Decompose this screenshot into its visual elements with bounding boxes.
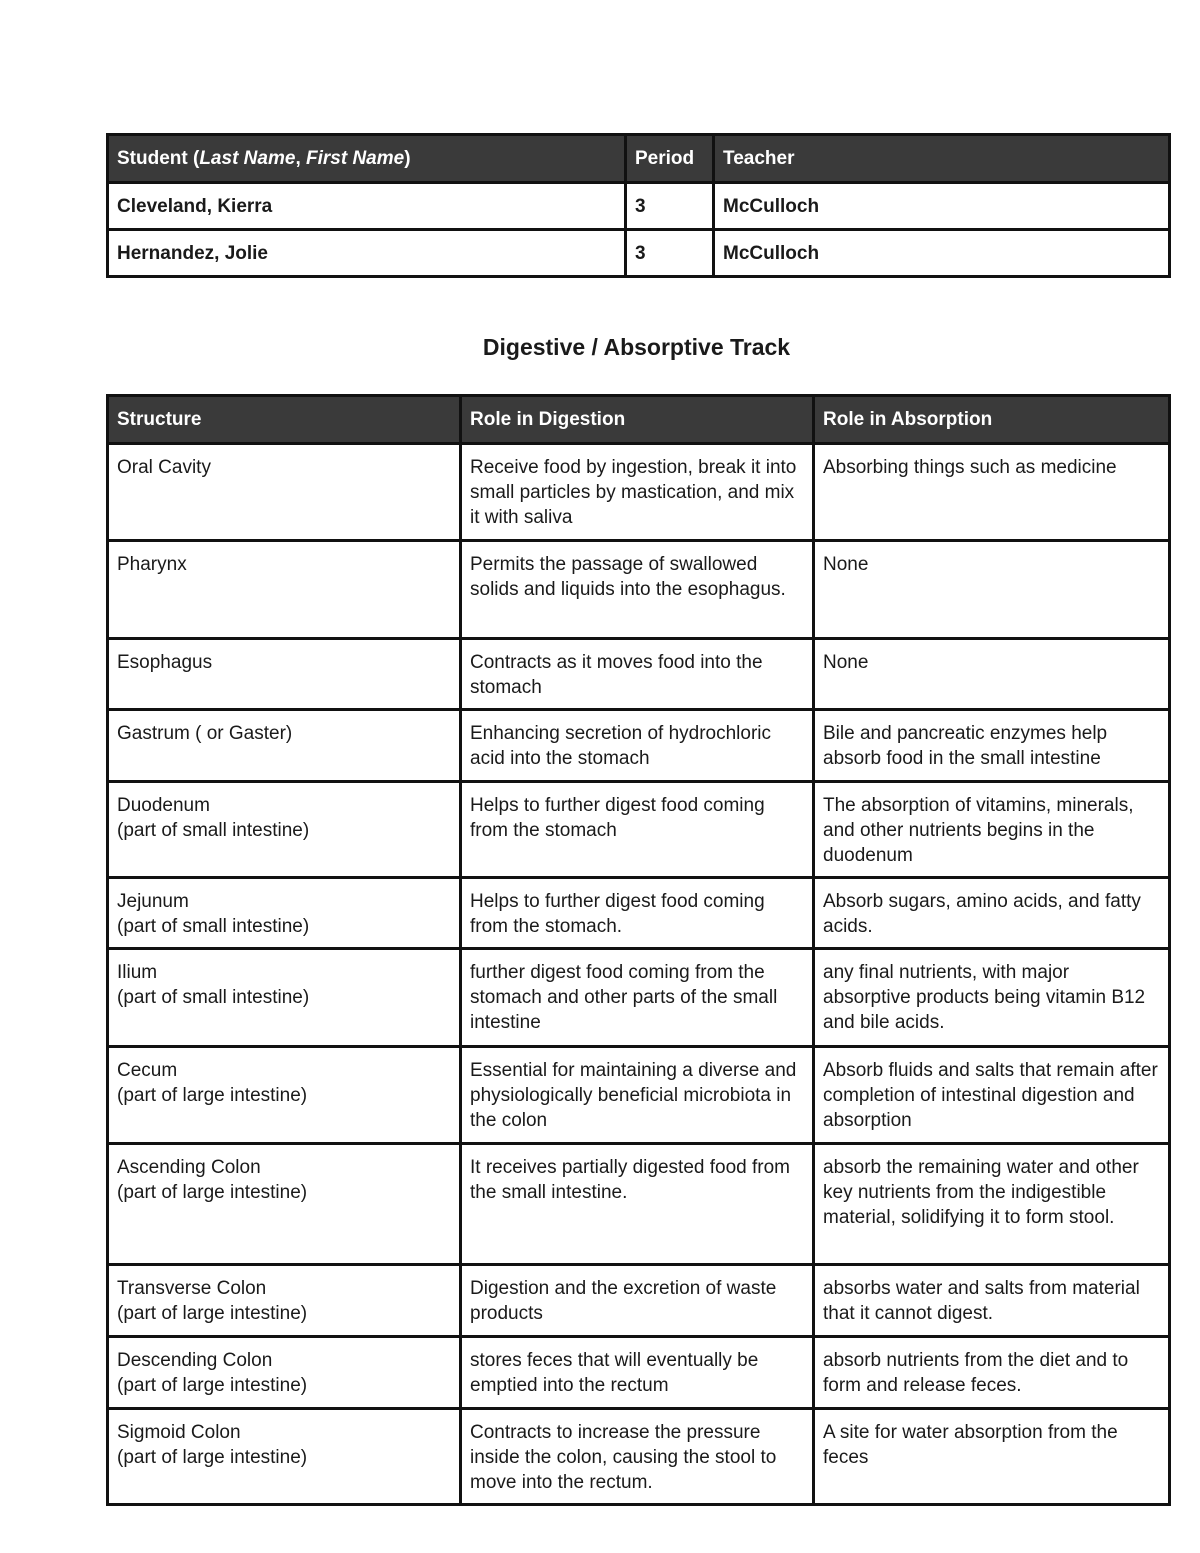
student-period: 3 (626, 183, 714, 230)
absorption-cell: absorb the remaining water and other key nutrients from the indigestible material, solidifying it to form stool. (814, 1144, 1170, 1265)
student-name: Cleveland, Kierra (108, 183, 626, 230)
digestion-cell: Helps to further digest food coming from the stomach. (461, 878, 814, 949)
structure-cell: Pharynx (108, 541, 461, 639)
structure-cell: Esophagus (108, 639, 461, 710)
track-row (108, 639, 1170, 710)
digestion-cell: Contracts as it moves food into the stomach (461, 639, 814, 710)
structure-cell: Cecum (part of large intestine) (108, 1047, 461, 1144)
student-table-header-row (108, 135, 1170, 183)
track-row (108, 782, 1170, 878)
absorption-cell: None (814, 639, 1170, 710)
absorption-cell: A site for water absorption from the feces (814, 1409, 1170, 1505)
digestion-column-header: Role in Digestion (461, 396, 814, 444)
student-teacher: McCulloch (714, 183, 1170, 230)
digestive-track-table (106, 394, 1171, 1506)
track-row (108, 1047, 1170, 1144)
absorption-cell: any final nutrients, with major absorptive products being vitamin B12 and bile acids. (814, 949, 1170, 1047)
absorption-cell: absorbs water and salts from material that it cannot digest. (814, 1265, 1170, 1337)
digestion-cell: stores feces that will eventually be emptied into the rectum (461, 1337, 814, 1409)
track-row (108, 1337, 1170, 1409)
student-header-comma: , (295, 148, 306, 169)
track-row (108, 1144, 1170, 1265)
student-period: 3 (626, 230, 714, 277)
digestion-cell: Enhancing secretion of hydrochloric acid into the stomach (461, 710, 814, 782)
period-column-header: Period (626, 135, 714, 183)
last-name-label: Last Name (199, 148, 296, 169)
track-row (108, 1409, 1170, 1505)
absorption-cell: None (814, 541, 1170, 639)
structure-cell: Oral Cavity (108, 444, 461, 541)
track-row (108, 949, 1170, 1047)
structure-column-header: Structure (108, 396, 461, 444)
student-teacher: McCulloch (714, 230, 1170, 277)
absorption-cell: absorb nutrients from the diet and to form and release feces. (814, 1337, 1170, 1409)
student-header-suffix: ) (404, 148, 411, 169)
student-column-header (108, 135, 626, 183)
structure-cell: Gastrum ( or Gaster) (108, 710, 461, 782)
structure-cell: Descending Colon (part of large intestine) (108, 1337, 461, 1409)
student-name: Hernandez, Jolie (108, 230, 626, 277)
structure-cell: Sigmoid Colon (part of large intestine) (108, 1409, 461, 1505)
page-title: Digestive / Absorptive Track (482, 334, 791, 360)
absorption-column-header: Role in Absorption (814, 396, 1170, 444)
track-row (108, 710, 1170, 782)
digestion-cell: further digest food coming from the stomach and other parts of the small intestine (461, 949, 814, 1047)
track-table-header-row (108, 396, 1170, 444)
structure-cell: Duodenum (part of small intestine) (108, 782, 461, 878)
track-row (108, 1265, 1170, 1337)
structure-cell: Jejunum (part of small intestine) (108, 878, 461, 949)
first-name-label: First Name (306, 148, 405, 169)
absorption-cell: Bile and pancreatic enzymes help absorb food in the small intestine (814, 710, 1170, 782)
absorption-cell: Absorb fluids and salts that remain after completion of intestinal digestion and absorption (814, 1047, 1170, 1144)
track-row (108, 541, 1170, 639)
teacher-column-header: Teacher (714, 135, 1170, 183)
structure-cell: Ascending Colon (part of large intestine) (108, 1144, 461, 1265)
student-header-prefix: Student ( (117, 148, 200, 169)
track-row (108, 444, 1170, 541)
track-row (108, 878, 1170, 949)
student-row (108, 230, 1170, 277)
digestion-cell: Contracts to increase the pressure inside the colon, causing the stool to move into the rectum. (461, 1409, 814, 1505)
structure-cell: Ilium (part of small intestine) (108, 949, 461, 1047)
digestion-cell: It receives partially digested food from the small intestine. (461, 1144, 814, 1265)
digestion-cell: Essential for maintaining a diverse and physiologically beneficial microbiota in the colon (461, 1047, 814, 1144)
digestion-cell: Permits the passage of swallowed solids and liquids into the esophagus. (461, 541, 814, 639)
student-info-table (106, 133, 1171, 278)
absorption-cell: Absorbing things such as medicine (814, 444, 1170, 541)
structure-cell: Transverse Colon (part of large intestine) (108, 1265, 461, 1337)
student-row (108, 183, 1170, 230)
absorption-cell: The absorption of vitamins, minerals, and other nutrients begins in the duodenum (814, 782, 1170, 878)
digestion-cell: Digestion and the excretion of waste products (461, 1265, 814, 1337)
digestion-cell: Helps to further digest food coming from the stomach (461, 782, 814, 878)
digestion-cell: Receive food by ingestion, break it into small particles by mastication, and mix it with saliva (461, 444, 814, 541)
absorption-cell: Absorb sugars, amino acids, and fatty acids. (814, 878, 1170, 949)
